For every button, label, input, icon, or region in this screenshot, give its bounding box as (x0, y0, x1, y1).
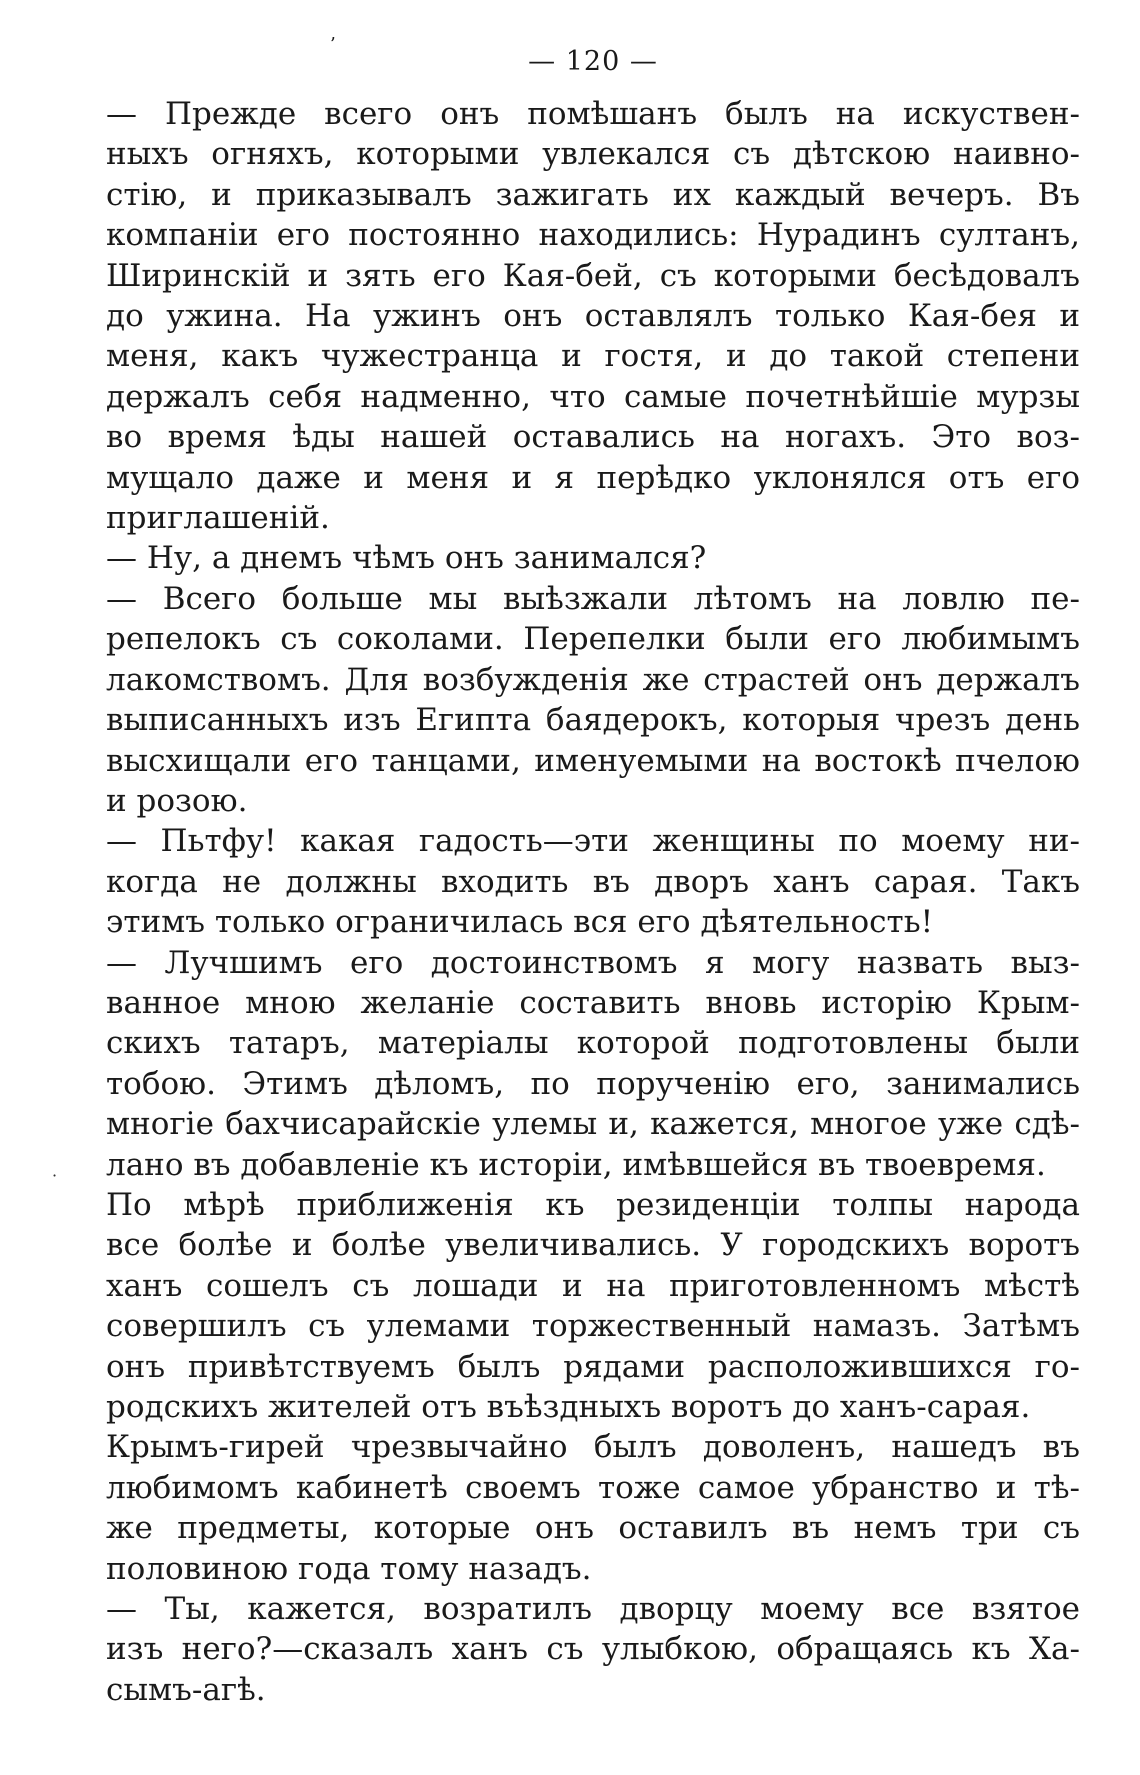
text-line: тобою. Этимъ дѣломъ, по порученію его, занимались (106, 1065, 1080, 1102)
text-line: во время ѣды нашей оставались на ногахъ. Это воз- (106, 419, 1080, 456)
text-line: ванное мною желаніе составить вновь исторію Крым- (106, 984, 1080, 1021)
text-line: ханъ сошелъ съ лошади и на приготовленномъ мѣстѣ (106, 1267, 1080, 1304)
text-line: стію, и приказывалъ зажигать их каждый вечеръ. Въ (106, 176, 1080, 213)
text-line: ныхъ огняхъ, которыми увлекался съ дѣтскою наивно- (106, 136, 1080, 173)
text-line: — Прежде всего онъ помѣшанъ былъ на искуствен- (106, 96, 1080, 132)
page-body-text (106, 94, 1080, 1710)
text-line: изъ него?—сказалъ ханъ съ улыбкою, обращаясь къ Ха- (106, 1631, 1080, 1668)
text-line: Крымъ-гирей чрезвычайно былъ доволенъ, нашедъ въ (106, 1429, 1080, 1466)
text-line: любимомъ кабинетѣ своемъ тоже самое убранство и тѣ- (106, 1469, 1080, 1506)
text-line: половиною года тому назадъ. (106, 1550, 592, 1587)
text-line: компаніи его постоянно находились: Нурадинъ султанъ, (106, 217, 1080, 254)
text-line: — Ну, а днемъ чѣмъ онъ занимался? (106, 540, 707, 577)
text-line: выписанныхъ изъ Египта баядерокъ, которыя чрезъ день (106, 702, 1080, 739)
text-line: — Пьтфу! какая гадость—эти женщины по моему ни- (106, 823, 1080, 860)
text-line: репелокъ съ соколами. Перепелки были его любимымъ (106, 621, 1080, 658)
text-line: лакомствомъ. Для возбужденія же страстей онъ держалъ (106, 661, 1080, 698)
text-line: до ужина. На ужинъ онъ оставлялъ только Кая-бея и (106, 298, 1080, 335)
text-line: держалъ себя надменно, что самые почетнѣйшіе мурзы (106, 378, 1080, 415)
text-line: — Всего больше мы выѣзжали лѣтомъ на ловлю пе- (106, 580, 1080, 617)
text-line: и розою. (106, 782, 248, 819)
page-number: — 120 — (528, 46, 658, 77)
text-line: — Лучшимъ его достоинствомъ я могу назвать выз- (106, 944, 1080, 981)
text-line: высхищали его танцами, именуемыми на востокѣ пчелою (106, 742, 1080, 779)
text-line: этимъ только ограничилась вся его дѣятельность! (106, 904, 934, 941)
text-line: Ширинскій и зять его Кая-бей, съ которыми бесѣдовалъ (106, 257, 1080, 294)
text-line: меня, какъ чужестранца и гостя, и до такой степени (106, 338, 1080, 375)
text-line: когда не должны входить въ дворъ ханъ сарая. Такъ (106, 863, 1080, 900)
margin-speck: · (52, 1166, 58, 1185)
text-line: По мѣрѣ приближенія къ резиденціи толпы народа (106, 1186, 1080, 1223)
text-line: онъ привѣтствуемъ былъ рядами расположившихся го- (106, 1348, 1080, 1385)
text-line: лано въ добавленіе къ исторіи, имѣвшейся въ твоевремя. (106, 1146, 1046, 1183)
text-line: совершилъ съ улемами торжественный намазъ. Затѣмъ (106, 1308, 1080, 1345)
text-line: приглашеній. (106, 500, 330, 537)
text-line: сымъ-агѣ. (106, 1671, 266, 1708)
text-line: — Ты, кажется, возратилъ дворцу моему все взятое (106, 1591, 1080, 1628)
text-line: многіе бахчисарайскіе улемы и, кажется, многое уже сдѣ- (106, 1106, 1080, 1143)
ink-speck-mark: ’ (330, 34, 336, 55)
text-line: же предметы, которые онъ оставилъ въ немъ три съ (106, 1510, 1080, 1547)
text-line: скихъ татаръ, матеріалы которой подготовлены были (106, 1025, 1080, 1062)
text-line: мущало даже и меня и я перѣдко уклонялся отъ его (106, 459, 1080, 496)
text-line: родскихъ жителей отъ въѣздныхъ воротъ до ханъ-сарая. (106, 1389, 1031, 1425)
text-line: все болѣе и болѣе увеличивались. У городскихъ воротъ (106, 1227, 1080, 1264)
